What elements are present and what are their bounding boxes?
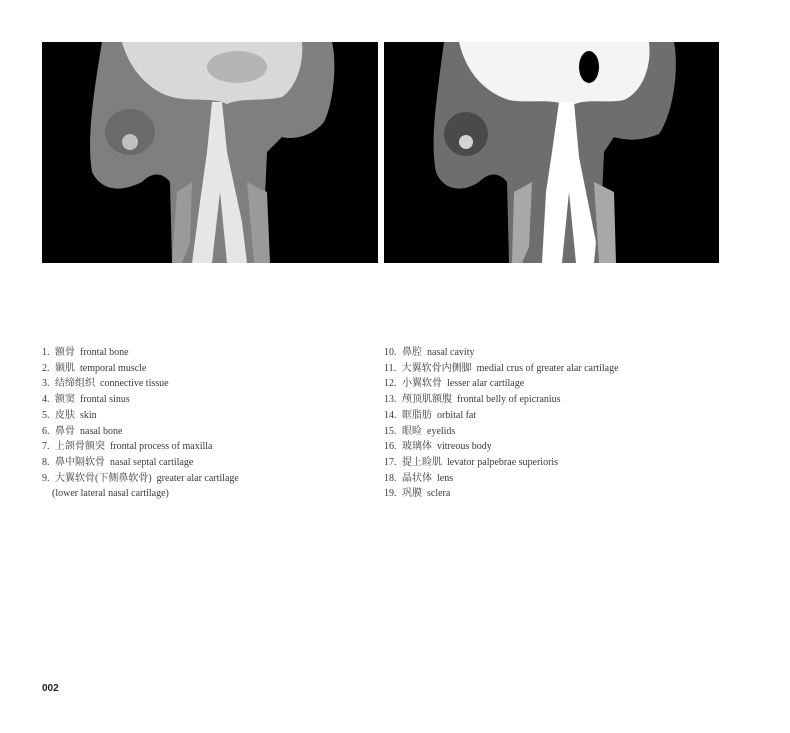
- legend-item: 8. 鼻中隔软骨 nasal septal cartilage: [42, 456, 194, 468]
- legend-item: 12. 小翼软骨 lesser alar cartilage: [384, 378, 525, 390]
- legend-item: 14. 眶脂肪 orbital fat: [384, 409, 477, 421]
- legend-item: 5. 皮肤 skin: [42, 409, 97, 421]
- legend-item: 4. 额窦 frontal sinus: [42, 394, 130, 406]
- ct-image-soft-tissue-window: [42, 42, 378, 263]
- legend-list-left: [42, 345, 372, 502]
- legend-item: 1. 额骨 frontal bone: [42, 347, 129, 358]
- legend-item: 17. 提上睑肌 levator palpebrae superioris: [384, 456, 559, 468]
- legend-item: 18. 晶状体 lens: [384, 472, 454, 484]
- legend-list-right: [384, 345, 714, 502]
- legend-item: 3. 结缔组织 connective tissue: [42, 378, 169, 390]
- ct-image-bone-window: [384, 42, 719, 263]
- legend-item: 2. 颞肌 temporal muscle: [42, 362, 147, 374]
- legend-item: 19. 巩膜 sclera: [384, 488, 451, 500]
- legend-item: 13. 颅顶肌额腹 frontal belly of epicranius: [384, 394, 561, 406]
- page-number: 002: [42, 683, 59, 694]
- legend-item: 6. 鼻骨 nasal bone: [42, 425, 123, 437]
- legend-item: 16. 玻璃体 vitreous body: [384, 441, 492, 453]
- legend-item-continuation: (lower lateral nasal cartilage): [52, 488, 169, 500]
- legend-item: 15. 眼睑 eyelids: [384, 425, 456, 437]
- legend-item: 9. 大翼软骨(下侧鼻软骨) greater alar cartilage: [42, 472, 239, 484]
- legend-item: 7. 上颌骨额突 frontal process of maxilla: [42, 441, 213, 453]
- legend-item: 10. 鼻腔 nasal cavity: [384, 347, 475, 358]
- legend-item: 11. 大翼软骨内侧脚 medial crus of greater alar cartilage: [384, 362, 619, 374]
